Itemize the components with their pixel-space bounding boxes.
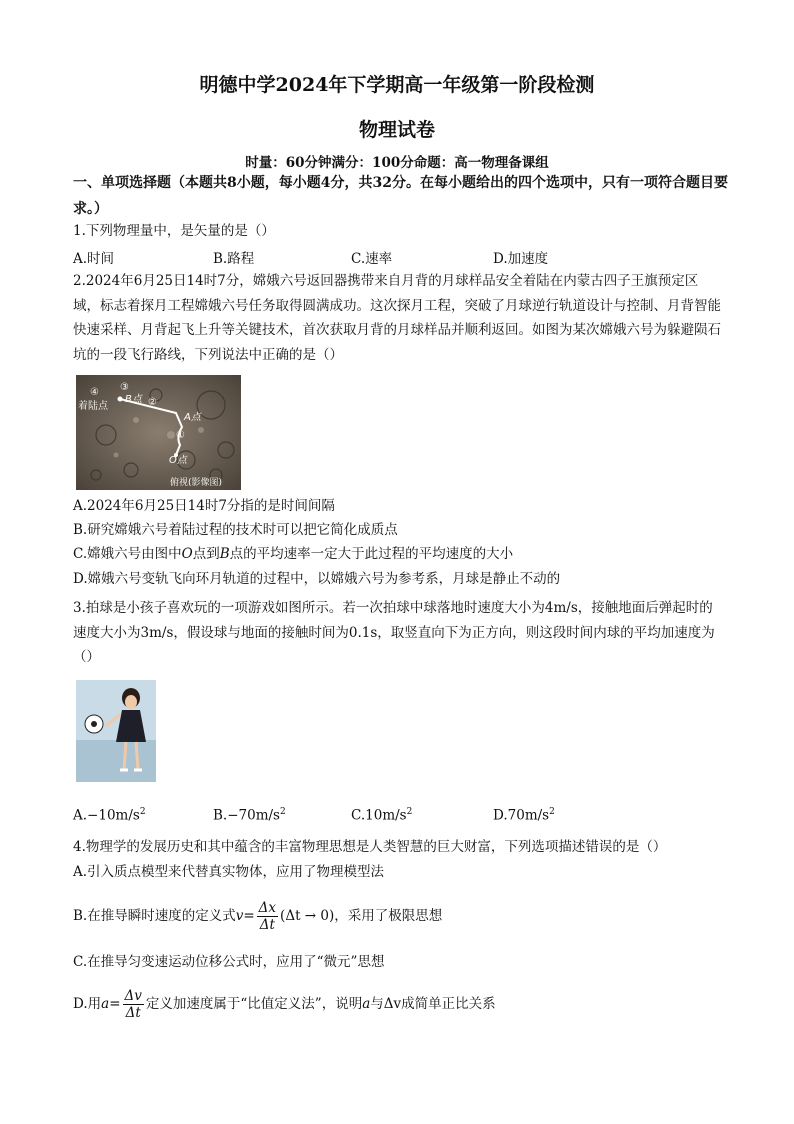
q3-stem: 3.拍球是小孩子喜欢玩的一项游戏如图所示。若一次拍球中球落地时速度大小为4m/s，接触地面后弹起时的速度大小为3m/s，假设球与地面的接触时间为0.1s，取竖直向下为正方向，则这段时间内球的平均加速度为（）	[73, 600, 715, 665]
label-landing-point: 着陆点	[78, 401, 108, 412]
q3-option-d: $D.70m/s^2$	[493, 807, 555, 824]
q4-option-d: D.用a= $\frac{\Delta v}{\Delta t}$ 定义加速度属于“比值定义法”，说明a与Δv成简单正比关系	[73, 988, 496, 1021]
label-step-2: ②	[148, 397, 157, 408]
q4-stem: 4.物理学的发展历史和其中蕴含的丰富物理思想是人类智慧的巨大财富，下列选项描述错误的是（）	[73, 839, 667, 855]
q3-option-b: $B.-70m/s^2$	[213, 807, 286, 824]
q3-option-a: $A.-10m/s^2$	[73, 807, 146, 824]
label-point-a: A点	[184, 412, 201, 423]
ball-bouncing-photo	[76, 680, 156, 782]
q1-option-c: C.速率	[351, 251, 393, 267]
q2-stem: 2.2024年6月25日14时7分，嫦娥六号返回器携带来自月背的月球样品安全着陆在内蒙古四子王旗预定区域，标志着探月工程嫦娥六号任务取得圆满成功。这次探月工程，突破了月球逆行轨道设计与控制、月背智能快速采样、月背起飞上升等关键技术，首次获取月背的月球样品并顺利返回。如图为某次嫦娥六号为躲避陨石坑的一段飞行路线，下列说法中正确的是（）	[73, 273, 721, 363]
label-step-1: ①	[176, 430, 185, 441]
girl-face	[125, 695, 137, 709]
q1-option-b: B.路程	[213, 251, 255, 267]
q1-option-d: D.加速度	[493, 251, 549, 267]
landing-point-marker	[118, 397, 123, 402]
exam-meta: 时量：60分钟满分：100分命题：高一物理备课组	[245, 155, 549, 171]
section-heading: 一、单项选择题（本题共8小题，每小题4分，共32分。在每小题给出的四个选项中，只有一项符合题目要求。）	[73, 175, 728, 217]
q3-options	[73, 807, 723, 827]
q1-options	[73, 247, 723, 267]
label-step-4: ④	[90, 387, 99, 398]
q4-option-a: A.引入质点模型来代替真实物体，应用了物理模型法	[73, 864, 385, 880]
q2-option-b: B.研究嫦娥六号着陆过程的技术时可以把它简化成质点	[73, 522, 398, 538]
q1-stem: 1.下列物理量中，是矢量的是（）	[73, 223, 275, 239]
exam-subtitle: 物理试卷	[358, 119, 435, 141]
q2-option-c: C.嫦娥六号由图中O点到B点的平均速率一定大于此过程的平均速度的大小	[73, 546, 514, 562]
label-point-o: O点	[169, 455, 187, 466]
q2-option-a: A.2024年6月25日14时7分指的是时间间隔	[73, 498, 335, 514]
moon-trajectory-figure	[76, 375, 241, 490]
exam-title: 明德中学2024年下学期高一年级第一阶段检测	[199, 74, 595, 96]
label-point-b: B点	[125, 394, 142, 405]
fraction-dv-dt: $\frac{\Delta v}{\Delta t}$	[124, 988, 142, 1021]
label-step-3: ③	[120, 382, 129, 393]
q4-option-b: B.在推导瞬时速度的定义式v= $\frac{\Delta x}{\Delta t}$ (Δt → 0)，采用了极限思想	[73, 900, 443, 933]
q1-option-a: A.时间	[73, 251, 115, 267]
q3-option-c: $C.10m/s^2$	[351, 807, 413, 824]
q4-option-c: C.在推导匀变速运动位移公式时，应用了“微元”思想	[73, 954, 385, 970]
figure-caption: 俯视(影像图)	[170, 478, 223, 488]
fraction-dx-dt: $\frac{\Delta x}{\Delta t}$	[258, 900, 277, 933]
q2-option-d: D.嫦娥六号变轨飞向环月轨道的过程中，以嫦娥六号为参考系，月球是静止不动的	[73, 571, 561, 587]
